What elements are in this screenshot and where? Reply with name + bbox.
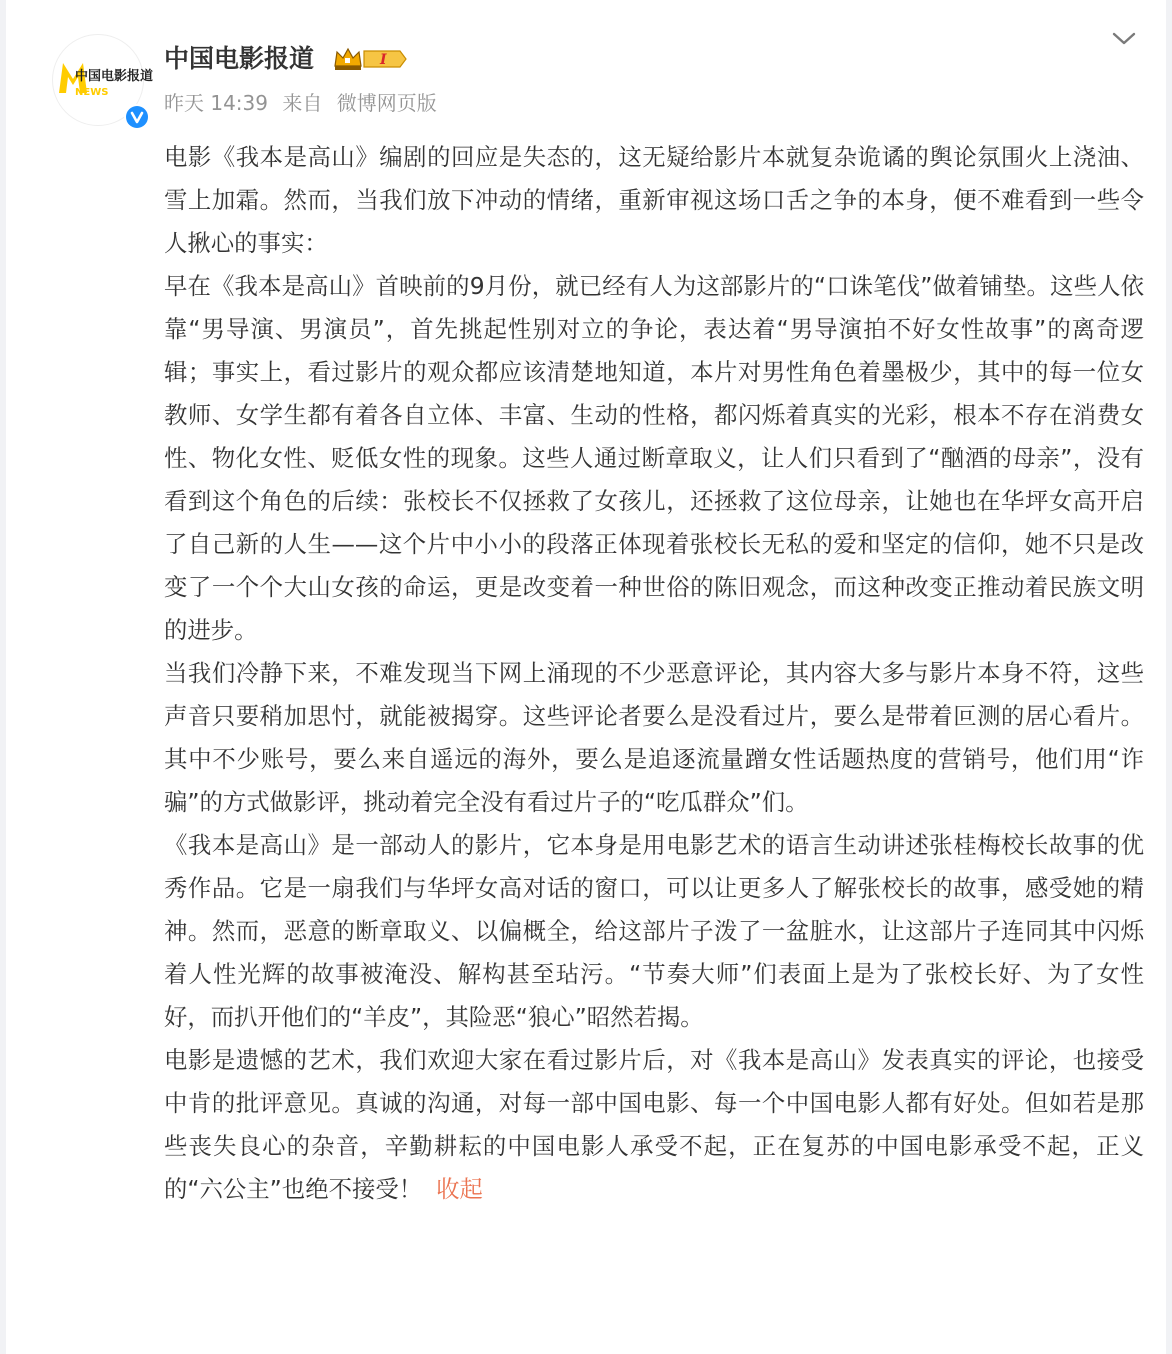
verified-icon: [125, 105, 149, 129]
post-meta: [164, 88, 445, 118]
post-paragraph-1: 电影《我本是高山》编剧的回应是失态的，这无疑给影片本就复杂诡谲的舆论氛围火上浇油、雪上加霜。然而，当我们放下冲动的情绪，重新审视这场口舌之争的本身，便不难看到一些令人揪心的事实：: [164, 143, 1144, 257]
collapse-link[interactable]: 收起: [436, 1175, 483, 1203]
post-content: [164, 136, 1144, 1211]
post-source[interactable]: 微博网页版: [336, 91, 437, 115]
author-name[interactable]: 中国电影报道: [164, 44, 315, 73]
post-paragraph-5: 电影是遗憾的艺术，我们欢迎大家在看过影片后，对《我本是高山》发表真实的评论，也接受中肯的批评意见。真诚的沟通，对每一部中国电影、每一个中国电影人都有好处。但如若是那些丧失良心的杂音，辛勤耕耘的中国电影人承受不起，正在复苏的中国电影承受不起，正义的“六公主”也绝不接受！: [164, 1046, 1144, 1203]
post-paragraph-4: 《我本是高山》是一部动人的影片，它本身是用电影艺术的语言生动讲述张桂梅校长故事的优秀作品。它是一扇我们与华坪女高对话的窗口，可以让更多人了解张校长的故事，感受她的精神。然而，恶意的断章取义、以偏概全，给这部片子泼了一盆脏水，让这部片子连同其中闪烁着人性光辉的故事被淹没、解构甚至玷污。“节奏大师”们表面上是为了张校长好、为了女性好，而扒开他们的“羊皮”，其险恶“狼心”昭然若揭。: [164, 831, 1144, 1031]
author-avatar[interactable]: [52, 34, 154, 126]
post-time[interactable]: 昨天 14:39: [164, 91, 268, 115]
crown-icon: [332, 44, 408, 74]
post-paragraph-5-wrap: [164, 1039, 1144, 1211]
post-menu-button[interactable]: [1110, 28, 1138, 50]
avatar-en-text: NEWS: [75, 87, 109, 98]
weibo-post-card: [6, 0, 1166, 1354]
verified-badge: [124, 104, 150, 130]
post-paragraph-2: 早在《我本是高山》首映前的9月份，就已经有人为这部影片的“口诛笔伐”做着铺垫。这些人依靠“男导演、男演员”，首先挑起性别对立的争论，表达着“男导演拍不好女性故事”的离奇逻辑；事实上，看过影片的观众都应该清楚地知道，本片对男性角色着墨极少，其中的每一位女教师、女学生都有着各自立体、丰富、生动的性格，都闪烁着真实的光彩，根本不存在消费女性、物化女性、贬低女性的现象。这些人通过断章取义，让人们只看到了“酗酒的母亲”，没有看到这个角色的后续：张校长不仅拯救了女孩儿，还拯救了这位母亲，让她也在华坪女高开启了自己新的人生——这个片中小小的段落正体现着张校长无私的爱和坚定的信仰，她不只是改变了一个个大山女孩的命运，更是改变着一种世俗的陈旧观念，而这种改变正推动着民族文明的进步。: [164, 272, 1144, 644]
avatar-cn-text: 中国电影报道: [75, 69, 154, 84]
post-paragraph-3: 当我们冷静下来，不难发现当下网上涌现的不少恶意评论，其内容大多与影片本身不符，这些声音只要稍加思忖，就能被揭穿。这些评论者要么是没看过片，要么是带着叵测的居心看片。其中不少账号，要么来自遥远的海外，要么是追逐流量蹭女性话题热度的营销号，他们用“诈骗”的方式做影评，挑动着完全没有看过片子的“吃瓜群众”们。: [164, 659, 1144, 816]
member-badge[interactable]: [332, 44, 408, 78]
post-source-prefix: 来自: [282, 91, 323, 115]
badge-level-text: I: [380, 52, 387, 68]
chevron-down-icon: [1110, 28, 1138, 50]
